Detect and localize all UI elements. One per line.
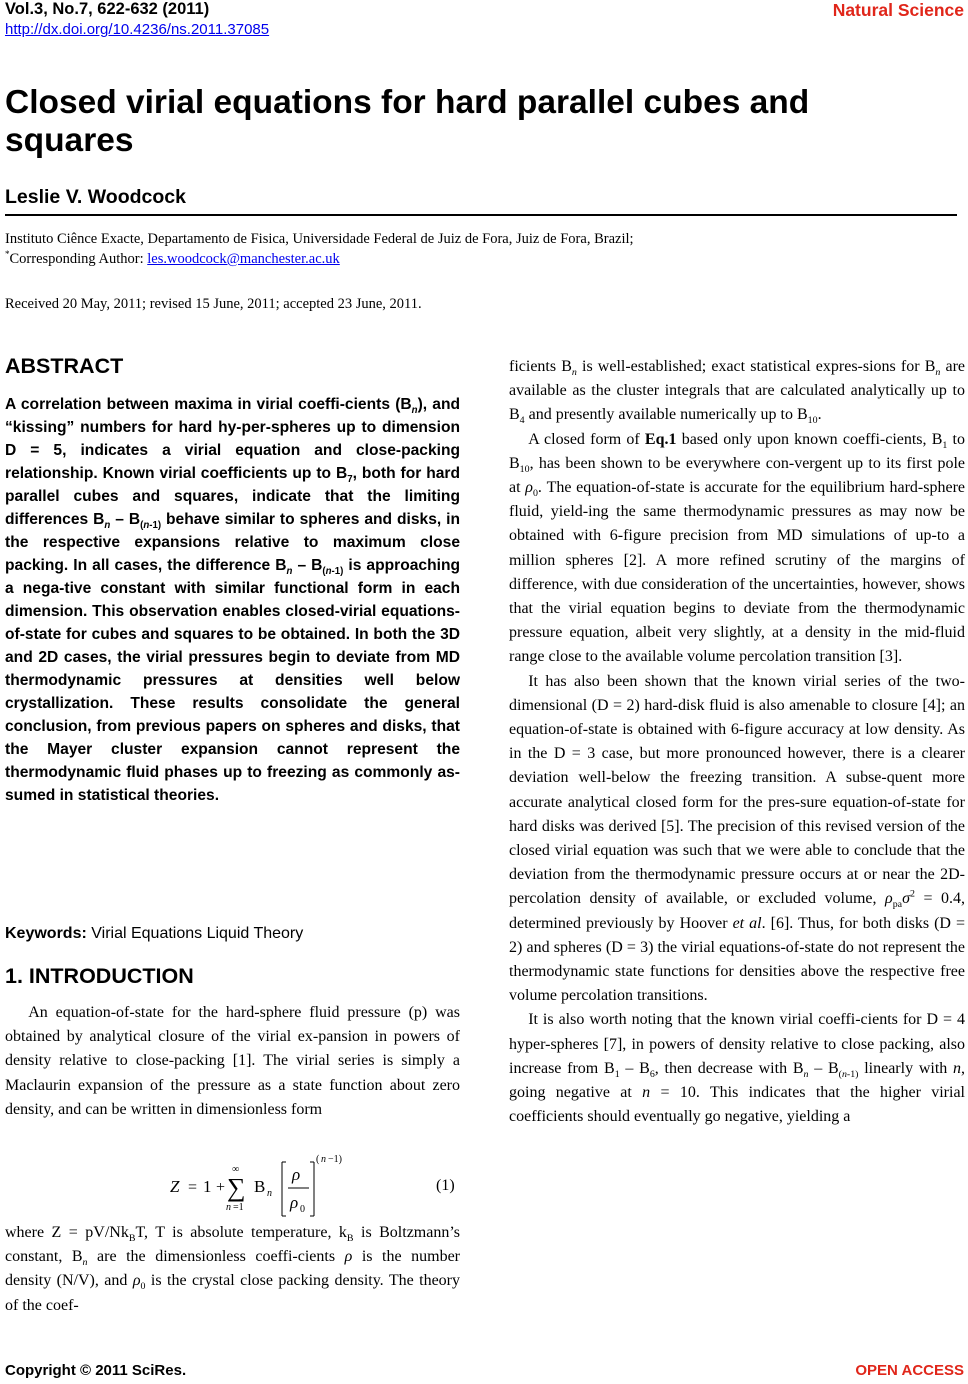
doi-link[interactable]: http://dx.doi.org/10.4236/ns.2011.37085 (5, 21, 270, 38)
equation-explanation: where $Z = pV/Nk_BT$, T is absolute temperature, $k_B$ is Boltzmann’s constant, $B_n$ are the dimensionless coeffi-cients ρ is the number density (N/V), and $\rho_0$ is the crystal close packing density. The theory of the coef- (5, 1224, 461, 1314)
equation-number: (1) (436, 1177, 455, 1194)
intro-heading: 1. INTRODUCTION (5, 964, 194, 988)
affiliation: Instituto Ciênce Exacte, Departamento de Fisica, Universidade Federal de Juiz de Fora, Juiz de Fora, Brazil; (5, 231, 634, 247)
email-link[interactable]: les.woodcock@manchester.ac.uk (147, 251, 340, 267)
svg-text:0: 0 (300, 1204, 305, 1215)
received-dates: Received 20 May, 2011; revised 15 June, 2011; accepted 23 June, 2011. (5, 296, 422, 312)
journal-name: Natural Science (832, 0, 964, 20)
svg-text:∑: ∑ (227, 1173, 246, 1202)
svg-text:n: n (267, 1188, 272, 1199)
author-name: Leslie V. Woodcock (5, 186, 186, 208)
svg-text:B: B (254, 1177, 266, 1196)
equation-1 (5, 1150, 460, 1220)
svg-text:∞: ∞ (232, 1164, 240, 1175)
abstract-heading: ABSTRACT (5, 354, 124, 378)
keywords-label: Keywords: (5, 925, 87, 942)
svg-text:+: + (216, 1179, 226, 1196)
article-title: Closed virial equations for hard parallel cubes and squares (5, 84, 810, 159)
open-access-label: OPEN ACCESS (855, 1362, 964, 1379)
svg-text:=1: =1 (233, 1202, 244, 1213)
volume-info: Vol.3, No.7, 622-632 (2011) (5, 0, 210, 18)
svg-text:n: n (226, 1202, 231, 1213)
title-divider (5, 214, 957, 216)
keywords (5, 925, 303, 943)
svg-text:n: n (321, 1154, 326, 1165)
svg-text:1: 1 (203, 1177, 212, 1196)
abstract-text: A correlation between maxima in virial coeffi-cients $(B_n)$, and “kissing” numbers for hard hy-per-spheres up to dimension D = 5, indicates a virial equation and close-packing relationship. Known virial coefficients up to $B_7$, both for hard parallel cubes and squares, indicate that the limiting differences $B_n - B_{(n-1)}$ behave similar to spheres and disks, in the respective expansions relative to maximum close packing. In all cases, the difference $B_n - B_{(n-1)}$ is approaching a nega-tive constant with similar functional form in each dimension. This observation enables closed-virial equations-of-state for cubes and squares to be obtained. In both the 3D and 2D cases, the virial pressures begin to deviate from MD thermodynamic pressures at densities well below crystallization. These results consolidate the general conclusion, from previous papers on spheres and disks, that the Mayer cluster expansion cannot represent the thermodynamic fluid phases up to freezing as commonly as-sumed in statistical theories. (5, 396, 461, 804)
intro-paragraph: An equation-of-state for the hard-sphere fluid pressure (p) was obtained by analytical closure of the virial ex-pansion in powers of density relative to close-packing [1]. The virial series is simply a Maclaurin expansion of the pressure as a state function about zero density, and can be written in dimensionless form (5, 1004, 460, 1118)
right-column-text: ficients $B_n$ is well-established; exact statistical expres-sions for $B_n$ are available as the cluster integrals that are calculated analytically up to $B_4$ and presently available numerically up to $B_{10}$. A closed form of Eq.1 based only upon known coeffi-cients, $B_1$ to $B_{10}$, has been shown to be everywhere con-vergent up to its first pole at $\rho_0$. The equation-of-state is accurate for the equilibrium hard-sphere fluid, yield-ing the same thermodynamic pressures as may now be obtained with 6-figure precision from MD simulations of up-to a million spheres [2]. A more refined scrutiny of the margins of difference, with due consideration of the uncertainties, however, shows that the virial equation begins to deviate from the thermodynamic pressure equation, albeit very slightly, at a density in the mid-fluid range close to the available volume percolation transition [3]. It has also been shown that the known virial series of the two-dimensional (D = 2) hard-disk fluid is also amenable to closure [4]; an equation-of-state is obtained with 6-figure accuracy at low density. As in the D = 3 case, but more pronounced however, there is a clearer deviation well-below the freezing transition. A subse-quent more accurate analytical closed form for the pres-sure equation-of-state for hard disks was derived [5]. The precision of this revised version of the closed virial equation was such that we were able to conclude that the deviation from the thermodynamic pressure occurs at or near the 2D-percolation density of available, or excluded volume, $\rho_{pa}\sigma^2 = 0.4$, determined previously by Hoover et al. [6]. Thus, for both disks (D = 2) and spheres (D = 3) the virial equations-of-state do not represent the thermodynamic state functions for densities above the respective free volume percolation transitions. It is also worth noting that the known virial coeffi-cients for D = 4 hyper-spheres [7], in powers of density relative to close packing, also increase from $B_1 - B_6$, then decrease with $B_n - B_{(n-1)}$ linearly with n, going negative at n = 10. This indicates that the higher virial coefficients should eventually go negative, yielding a (509, 358, 966, 1126)
svg-text:(: ( (316, 1154, 320, 1165)
svg-text:−1): −1) (328, 1154, 342, 1165)
svg-text:Z: Z (170, 1177, 180, 1196)
svg-text:=: = (188, 1179, 198, 1196)
corresponding-label: Corresponding Author: (9, 251, 148, 267)
keywords-value: Virial Equations Liquid Theory (91, 925, 304, 942)
svg-text:ρ: ρ (292, 1165, 301, 1184)
corresponding-author (5, 251, 340, 268)
svg-text:ρ: ρ (290, 1193, 299, 1212)
copyright: Copyright © 2011 SciRes. (5, 1362, 187, 1379)
corresponding-marker: * (5, 249, 10, 260)
